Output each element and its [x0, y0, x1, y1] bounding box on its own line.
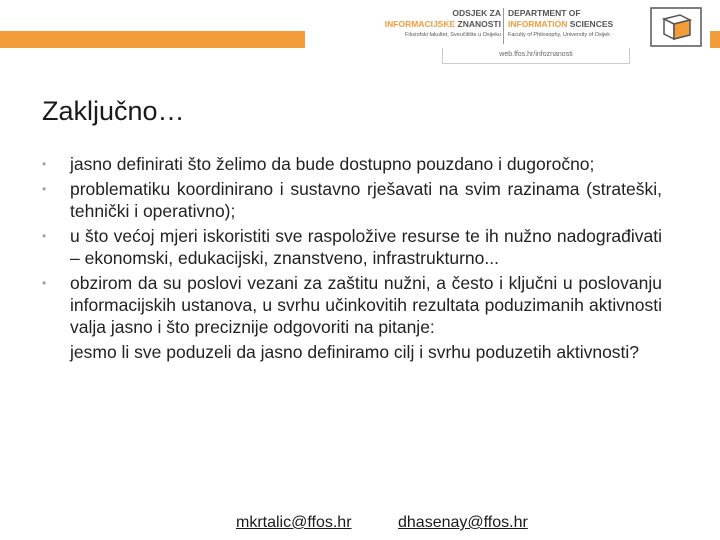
bullet-text: jasno definirati što želimo da bude dostupno pouzdano i dugoročno; — [70, 154, 595, 174]
logo-left-line2a: INFORMACIJSKE — [384, 19, 456, 29]
bullet-list — [42, 153, 662, 338]
bullet-item — [42, 225, 662, 269]
cube-logo-icon — [650, 7, 702, 47]
logo-left-line3: Filozofski fakultet, Sveučilište u Osijeku — [405, 32, 501, 38]
footer — [0, 514, 720, 538]
slide-content — [42, 153, 662, 363]
bullet-item — [42, 178, 662, 222]
bullet-item — [42, 153, 662, 175]
logo-divider — [503, 8, 504, 44]
logo-left-line2b: ZNANOSTI — [457, 19, 501, 29]
bullet-text: obzirom da su poslovi vezani za zaštitu nužni, a često i ključni u poslovanju informacijskih ustanova, u svrhu učinkovitih rezultata poduzimanih aktivnosti valja jasno i što preciznije odgovoriti na pitanje: — [70, 273, 662, 337]
logo-right-line1: DEPARTMENT OF — [508, 8, 581, 18]
logo-right-line2a: INFORMATION — [508, 19, 568, 29]
logo-english — [508, 8, 638, 48]
bullet-dot-icon: • — [42, 182, 47, 196]
logo-croatian — [383, 8, 501, 48]
bullet-text: u što većoj mjeri iskoristiti sve raspoložive resurse te ih nužno nadograđivati – ekonomski, edukacijski, znanstveno, infrastrukturno... — [70, 226, 662, 268]
logo-right-line2b: SCIENCES — [569, 19, 614, 29]
bullet-dot-icon: • — [42, 157, 47, 171]
email-link-hasenay[interactable]: dhasenay@ffos.hr — [398, 514, 528, 531]
bullet-item — [42, 272, 662, 338]
logo-left-line1: ODSJEK ZA — [452, 8, 501, 18]
bullet-dot-icon: • — [42, 276, 47, 290]
bullet-dot-icon: • — [42, 229, 47, 243]
logo-right-line3: Faculty of Philosophy, University of Osijek — [508, 32, 610, 38]
bullet-text: problematiku koordinirano i sustavno rješavati na svim razinama (strateški, tehnički i operativno); — [70, 179, 662, 221]
slide-title: Zaključno… — [42, 96, 185, 126]
header-accent-bar — [0, 31, 305, 48]
web-url[interactable]: web.ffos.hr/infoznanosti — [499, 51, 573, 58]
email-link-krtalic[interactable]: mkrtalic@ffos.hr — [236, 514, 352, 531]
header-accent-bar-right — [710, 31, 720, 48]
closing-question: jesmo li sve poduzeli da jasno definiramo cilj i svrhu poduzetih aktivnosti? — [70, 342, 640, 362]
